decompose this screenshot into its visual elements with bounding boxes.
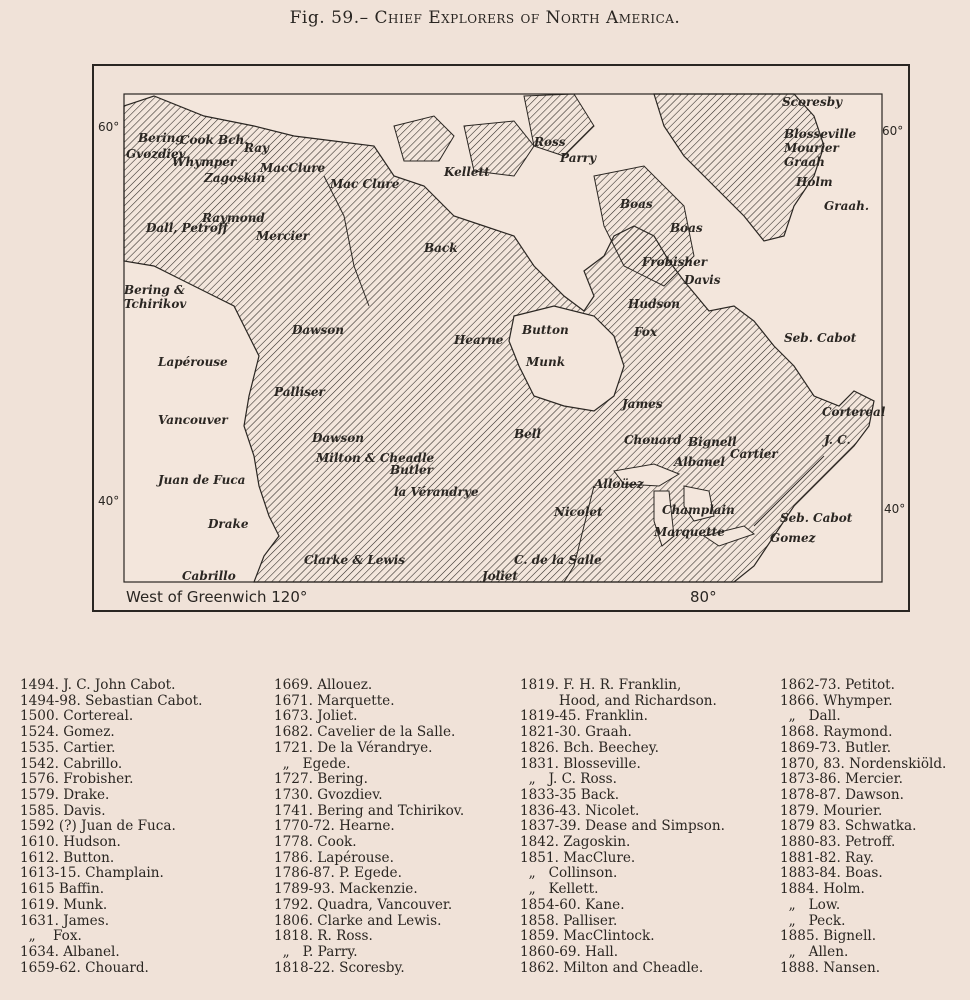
map-label: Parry: [560, 151, 597, 165]
explorer-entry: 1786-87. P. Egede.: [274, 865, 402, 882]
map-label: MacClure: [260, 161, 326, 175]
map-label: Cartier: [730, 447, 778, 461]
explorer-entry: 1727. Bering.: [274, 771, 368, 788]
explorer-entry: 1851. MacClure.: [520, 849, 636, 866]
explorer-entry: 1842. Zagoskin.: [520, 834, 631, 851]
explorer-entry: 1869-73. Butler.: [780, 739, 892, 756]
explorer-entry: 1659-62. Chouard.: [20, 959, 149, 976]
explorer-entry: 1818. R. Ross.: [274, 928, 373, 945]
longitude-80: 80°: [690, 588, 717, 606]
map-label: Bell: [514, 427, 541, 441]
map-label: Mac Clure: [330, 177, 400, 191]
map-label: Hudson: [628, 297, 680, 311]
map-label: Blosseville: [784, 127, 857, 141]
explorer-entry: 1854-60. Kane.: [520, 896, 625, 913]
explorer-entry: 1613-15. Champlain.: [20, 865, 164, 882]
explorer-entry: 1789-93. Mackenzie.: [274, 881, 418, 898]
explorer-entry: 1669. Allouez.: [274, 677, 373, 693]
explorer-entry: 1792. Quadra, Vancouver.: [274, 896, 453, 913]
explorer-entry: Hood, and Richardson.: [520, 692, 717, 709]
map-label: Champlain: [662, 503, 735, 517]
map-label: Whymper: [172, 155, 237, 169]
explorer-entry: „ Peck.: [780, 912, 846, 929]
map-label: Raymond: [202, 211, 265, 225]
map-label: Mercier: [256, 229, 310, 243]
explorer-entry: 1868. Raymond.: [780, 724, 893, 741]
map-label: Palliser: [274, 385, 325, 399]
explorer-entry: 1592 (?) Juan de Fuca.: [20, 818, 176, 835]
explorer-entry: „ Egede.: [274, 755, 351, 772]
explorer-entry: 1610. Hudson.: [20, 834, 121, 851]
map-label: Cook Bch.: [180, 133, 249, 147]
map-label: Bering &: [124, 283, 185, 297]
lat-60-left: 60°: [98, 120, 120, 134]
explorer-entry: 1524. Gomez.: [20, 724, 115, 741]
explorer-entry: 1826. Bch. Beechey.: [520, 739, 659, 756]
explorer-entry: 1858. Palliser.: [520, 912, 618, 929]
map-label: Mourier: [784, 141, 839, 155]
explorer-entry: „ Allen.: [780, 943, 849, 960]
explorer-list-column-3: [520, 678, 725, 976]
explorer-entry: 1494-98. Sebastian Cabot.: [20, 692, 203, 709]
explorer-entry: 1818-22. Scoresby.: [274, 959, 405, 976]
lat-40-right: 40°: [884, 502, 906, 516]
explorer-entry: 1821-30. Graah.: [520, 724, 632, 741]
map-label: Hearne: [454, 333, 504, 347]
explorer-entry: 1615 Baffin.: [20, 881, 105, 898]
map-label: Cabrillo: [182, 569, 236, 583]
map-label: Joliet: [482, 569, 518, 583]
map-label: Graah.: [824, 199, 870, 213]
map-label: Holm: [796, 175, 833, 189]
explorer-entry: 1500. Cortereal.: [20, 708, 134, 725]
map-label: Ross: [534, 135, 566, 149]
explorer-entry: 1883-84. Boas.: [780, 865, 883, 882]
explorer-entry: 1671. Marquette.: [274, 692, 395, 709]
map-label: Marquette: [654, 525, 725, 539]
explorer-entry: „ P. Parry.: [274, 943, 358, 960]
map-label: Frobisher: [642, 255, 708, 269]
explorer-entry: 1806. Clarke and Lewis.: [274, 912, 442, 929]
lat-40-left: 40°: [98, 494, 120, 508]
explorer-entry: 1885. Bignell.: [780, 928, 877, 945]
map-label: Scoresby: [782, 95, 843, 109]
map-label: Juan de Fuca: [158, 473, 246, 487]
map-label: Cortereal: [822, 405, 886, 419]
map-label: Fox: [634, 325, 658, 339]
map-label: Graah: [784, 155, 825, 169]
explorer-entry: 1770-72. Hearne.: [274, 818, 395, 835]
map-label: Gvozdiev: [126, 147, 186, 161]
explorer-entry: 1878-87. Dawson.: [780, 786, 905, 803]
explorer-entry: 1579. Drake.: [20, 786, 110, 803]
explorer-entry: 1673. Joliet.: [274, 708, 358, 725]
explorer-entry: „ Kellett.: [520, 881, 599, 898]
explorer-entry: 1873-86. Mercier.: [780, 771, 903, 788]
explorer-entry: 1819-45. Franklin.: [520, 708, 648, 725]
map-label: Back: [424, 241, 458, 255]
map-label: James: [622, 397, 663, 411]
map-label: Davis: [684, 273, 721, 287]
explorer-entry: 1831. Blosseville.: [520, 755, 641, 772]
explorer-entry: 1860-69. Hall.: [520, 943, 619, 960]
explorer-entry: „ Fox.: [20, 928, 82, 945]
explorer-entry: 1619. Munk.: [20, 896, 108, 913]
explorer-entry: 1862. Milton and Cheadle.: [520, 959, 704, 976]
explorer-entry: 1859. MacClintock.: [520, 928, 655, 945]
map-label: Zagoskin: [204, 171, 266, 185]
map-label: Butler: [390, 463, 433, 477]
map-label: Button: [522, 323, 569, 337]
explorer-entry: 1836-43. Nicolet.: [520, 802, 640, 819]
explorer-entry: 1585. Davis.: [20, 802, 106, 819]
explorer-entry: 1866. Whymper.: [780, 692, 893, 709]
lat-60-right: 60°: [882, 124, 904, 138]
figure-caption: Chief Explorers of North America.: [374, 8, 681, 28]
map-label: C. de la Salle: [514, 553, 602, 567]
map-frame: [92, 64, 910, 612]
explorer-list-column-1: [20, 678, 202, 976]
explorer-entry: 1879. Mourier.: [780, 802, 883, 819]
map-label: Milton & Cheadle: [316, 451, 435, 465]
explorer-entry: 1631. James.: [20, 912, 110, 929]
explorer-entry: 1786. Lapérouse.: [274, 849, 394, 866]
explorer-entry: „ Low.: [780, 896, 841, 913]
map-label: Lapérouse: [158, 355, 228, 369]
map-label: Dawson: [312, 431, 364, 445]
explorer-entry: 1837-39. Dease and Simpson.: [520, 818, 725, 835]
map-label: Ray: [244, 141, 269, 155]
explorer-entry: 1542. Cabrillo.: [20, 755, 123, 772]
explorer-list-column-4: [780, 678, 946, 976]
map-label: Alloüez: [594, 477, 644, 491]
map-label: Dawson: [292, 323, 344, 337]
explorer-entry: 1682. Cavelier de la Salle.: [274, 724, 456, 741]
map-label: Chouard: [624, 433, 682, 447]
figure-title: [0, 8, 970, 28]
explorer-entry: 1535. Cartier.: [20, 739, 116, 756]
explorer-list-column-2: [274, 678, 464, 976]
map-label: Kellett: [444, 165, 490, 179]
explorer-entry: 1576. Frobisher.: [20, 771, 134, 788]
map-label: Tchirikov: [124, 297, 187, 311]
map-label: Nicolet: [554, 505, 603, 519]
map-label: Gomez: [770, 531, 816, 545]
explorer-entry: 1862-73. Petitot.: [780, 677, 895, 693]
explorer-entry: 1881-82. Ray.: [780, 849, 874, 866]
explorer-entry: 1721. De la Vérandrye.: [274, 739, 433, 756]
figure-number: Fig. 59.–: [289, 8, 369, 28]
explorer-entry: „ Collinson.: [520, 865, 618, 882]
map-label: Dall, Petroff: [146, 221, 228, 235]
explorer-entry: „ Dall.: [780, 708, 841, 725]
explorer-entry: 1634. Albanel.: [20, 943, 120, 960]
map-label: J. C.: [824, 433, 851, 447]
map-label: Munk: [526, 355, 566, 369]
explorer-entry: 1612. Button.: [20, 849, 115, 866]
map-label: Vancouver: [158, 413, 228, 427]
map-label: Seb. Cabot: [784, 331, 857, 345]
map-label: Clarke & Lewis: [304, 553, 406, 567]
map-label: Albanel: [674, 455, 725, 469]
explorer-entry: 1741. Bering and Tchirikov.: [274, 802, 465, 819]
explorer-entry: 1819. F. H. R. Franklin,: [520, 677, 682, 693]
longitude-caption: West of Greenwich 120°: [126, 588, 308, 606]
map-label: Boas: [620, 197, 653, 211]
map-label: Drake: [208, 517, 249, 531]
explorer-entry: 1884. Holm.: [780, 881, 865, 898]
map-label: Seb. Cabot: [780, 511, 853, 525]
explorer-entry: 1833-35 Back.: [520, 786, 620, 803]
map-label: Bignell: [688, 435, 737, 449]
explorer-entry: 1880-83. Petroff.: [780, 834, 896, 851]
explorer-entry: 1778. Cook.: [274, 834, 357, 851]
explorer-entry: 1494. J. C. John Cabot.: [20, 677, 176, 693]
explorer-entry: „ J. C. Ross.: [520, 771, 617, 788]
map-label: la Vérandrye: [394, 485, 479, 499]
map-label: Boas: [670, 221, 703, 235]
map-label: Bering: [138, 131, 184, 145]
explorer-entry: 1888. Nansen.: [780, 959, 881, 976]
explorer-entry: 1879 83. Schwatka.: [780, 818, 917, 835]
explorer-entry: 1730. Gvozdiev.: [274, 786, 383, 803]
explorer-entry: 1870, 83. Nordenskiöld.: [780, 755, 947, 772]
